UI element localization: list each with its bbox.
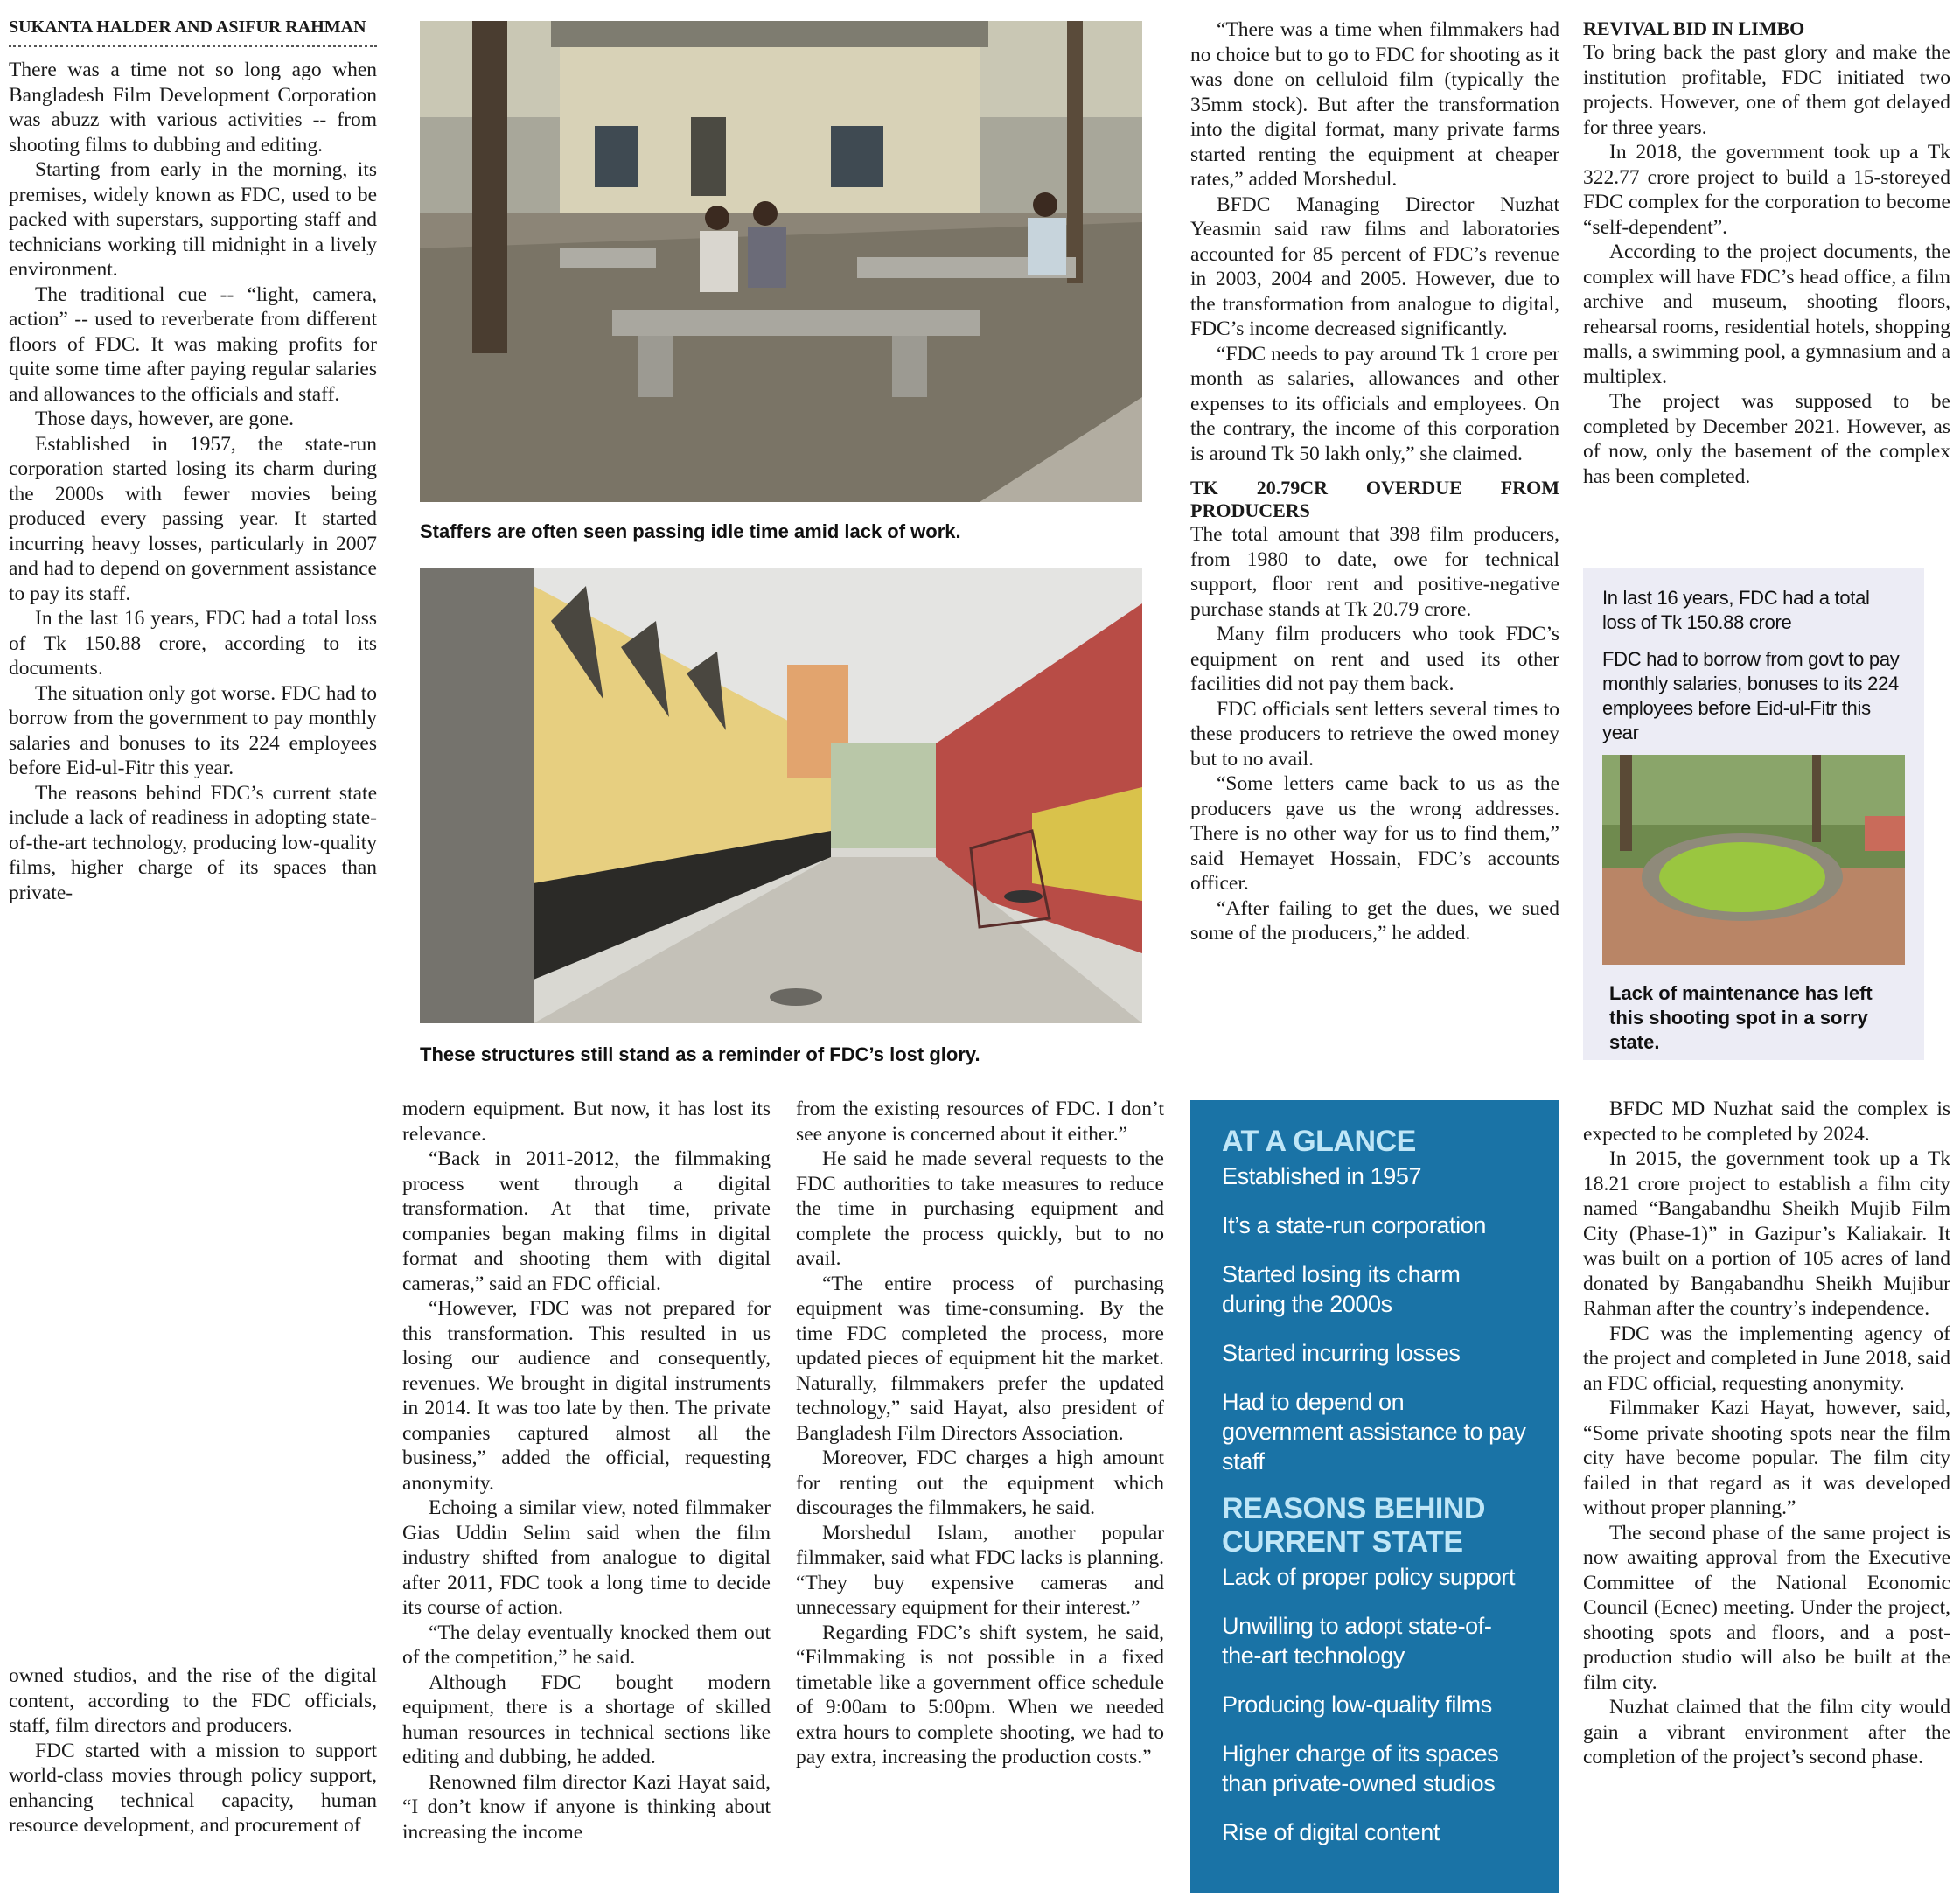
sidebar-box: [1583, 568, 1924, 1060]
paragraph: The situation only got worse. FDC had to borrow from the government to pay monthly salaries and bonuses to its 224 employees before Eid-ul-Fitr this year.: [9, 681, 377, 779]
subhead-revival: REVIVAL BID IN LIMBO: [1583, 17, 1805, 39]
shooting-spot-image: [1602, 755, 1905, 965]
column-3: [796, 1097, 1164, 1770]
reason-item: Producing low-quality films: [1222, 1691, 1492, 1718]
paragraph: Starting from early in the morning, its premises, widely known as FDC, used to be packed with superstars, supporting staff and technicians working till midnight in a lively environment.: [9, 158, 377, 281]
reason-item: Higher charge of its spaces than private-owned studios: [1222, 1740, 1499, 1796]
column-1: [9, 17, 377, 905]
reason-item: Lack of proper policy support: [1222, 1564, 1516, 1590]
paragraph: owned studios, and the rise of the digital content, according to the FDC officials, staff, film directors and producers.: [9, 1664, 377, 1737]
paragraph: “After failing to get the dues, we sued some of the producers,” he added.: [1190, 896, 1559, 945]
glance-item: It’s a state-run corporation: [1222, 1212, 1486, 1238]
reason-item: Unwilling to adopt state-of-the-art technology: [1222, 1613, 1492, 1669]
column-5-continued: [1583, 1097, 1950, 1770]
glance-item: Started losing its charm during the 2000s: [1222, 1261, 1461, 1317]
paragraph: Morshedul Islam, another popular filmmaker, said what FDC lacks is planning. “They buy expensive cameras and unnecessary equipment for their interest.”: [796, 1521, 1164, 1619]
paragraph: FDC officials sent letters several times to these producers to retrieve the owed money but to no avail.: [1190, 697, 1559, 771]
paragraph: “Some letters came back to us as the producers gave us the wrong addresses. There is no other way for us to find them,” said Hemayet Hossain, FDC’s accounts officer.: [1190, 772, 1559, 895]
paragraph: In 2018, the government took up a Tk 322.77 crore project to build a 15-storeyed FDC complex for the corporation to become “self-dependent”.: [1583, 141, 1950, 239]
paragraph: In the last 16 years, FDC had a total loss of Tk 150.88 crore, according to its documents.: [9, 607, 377, 680]
reasons-heading: REASONS BEHIND CURRENT STATE: [1222, 1492, 1485, 1559]
paragraph: The project was supposed to be completed by December 2021. However, as of now, only the basement of the complex has been completed.: [1583, 390, 1950, 488]
paragraph: Nuzhat claimed that the film city would gain a vibrant environment after the completion of the project’s second phase.: [1583, 1696, 1950, 1768]
paragraph: He said he made several requests to the FDC authorities to take measures to reduce the time in purchasing equipment and complete the process quickly, but to no avail.: [796, 1147, 1164, 1270]
paragraph: There was a time not so long ago when Bangladesh Film Development Corporation was abuzz with various activities -- from shooting films to dubbing and editing.: [9, 59, 377, 157]
column-2: [402, 1097, 771, 1845]
paragraph: “However, FDC was not prepared for this transformation. This resulted in us losing our audience and consequently, revenues. We brought in digital instruments in 2014. It was too late by then. The private companies captured almost all the business,” added the official, requesting anonymity.: [402, 1297, 771, 1495]
column-1-continued: [9, 1663, 377, 1838]
paragraph: “The delay eventually knocked them out of the competition,” he said.: [402, 1621, 771, 1669]
glance-item: Started incurring losses: [1222, 1340, 1461, 1366]
caption-photo3: Lack of maintenance has left this shooting spot in a sorry state.: [1609, 982, 1873, 1053]
paragraph: “Back in 2011-2012, the filmmaking process went through a digital transformation. At that time, private companies began making films in digital format and shooting them with digital cameras,” said an FDC official.: [402, 1147, 771, 1295]
paragraph: The second phase of the same project is now awaiting approval from the Executive Committee of the National Economic Council (Ecnec) meeting. Under the project, shooting spots and floors, and a post-production studio will also be built at the film city.: [1583, 1521, 1950, 1694]
structures-image: [420, 568, 1142, 1023]
paragraph: FDC was the implementing agency of the project and completed in June 2018, said an FDC official, requesting anonymity.: [1583, 1322, 1950, 1395]
paragraph: Many film producers who took FDC’s equipment on rent and used its other facilities did not pay them back.: [1190, 623, 1559, 695]
caption-photo1: Staffers are often seen passing idle time amid lack of work.: [420, 520, 961, 542]
paragraph: Although FDC bought modern equipment, there is a shortage of skilled human resources in technical sections like editing and dubbing, he added.: [402, 1670, 771, 1768]
paragraph: “FDC needs to pay around Tk 1 crore per month as salaries, allowances and other expenses to its officials and employees. On the contrary, the income of this corporation is around Tk 50 lakh only,” she claimed.: [1190, 342, 1559, 465]
caption-photo2: These structures still stand as a reminder of FDC’s lost glory.: [420, 1043, 980, 1065]
reason-item: Rise of digital content: [1222, 1819, 1440, 1845]
paragraph: The reasons behind FDC’s current state include a lack of readiness in adopting state-of-the-art technology, producing low-quality films, higher charge of its spaces than private-: [9, 781, 377, 904]
paragraph: Renowned film director Kazi Hayat said, “I don’t know if anyone is thinking about increasing the income: [402, 1770, 771, 1844]
paragraph: The total amount that 398 film producers, from 1980 to date, owe for technical support, floor rent and positive-negative purchase stands at Tk 20.79 crore.: [1190, 523, 1559, 621]
paragraph: Those days, however, are gone.: [35, 408, 294, 430]
paragraph: BFDC Managing Director Nuzhat Yeasmin said raw films and laboratories accounted for 85 percent of FDC’s revenue in 2003, 2004 and 2005. However, due to the transformation from analogue to digital, FDC’s income decreased significantly.: [1190, 192, 1559, 340]
staffers-image: [420, 21, 1142, 502]
paragraph: According to the project documents, the complex will have FDC’s head office, a film archive and museum, shooting floors, rehearsal rooms, residential hotels, shopping malls, a swimming pool, a gymnasium and a multiplex.: [1583, 241, 1950, 388]
paragraph: To bring back the past glory and make the institution profitable, FDC initiated two projects. However, one of them got delayed for three years.: [1583, 41, 1950, 139]
column-4: [1190, 17, 1559, 946]
paragraph: “The entire process of purchasing equipment was time-consuming. By the time FDC completed the process, more updated pieces of equipment hit the market. Naturally, filmmakers prefer the updated technology,” said Hayat, also president of Bangladesh Film Directors Association.: [796, 1272, 1164, 1445]
byline: SUKANTA HALDER AND ASIFUR RAHMAN: [9, 17, 377, 47]
sidebar-fact: In last 16 years, FDC had a total loss of Tk 150.88 crore: [1602, 587, 1870, 633]
subhead-overdue: TK 20.79CR OVERDUE FROM PRODUCERS: [1190, 477, 1559, 521]
paragraph: Echoing a similar view, noted filmmaker Gias Uddin Selim said when the film industry shifted from analogue to digital after 2011, FDC took a long time to decide its course of action.: [402, 1496, 771, 1619]
paragraph: In 2015, the government took up a Tk 18.21 crore project to establish a film city named “Bangabandhu Sheikh Mujib Film City (Phase-1)” in Gazipur’s Kaliakair. It was built on a portion of 105 acres of land donated by Bangabandhu Sheikh Mujibur Rahman after the country’s independence.: [1583, 1147, 1950, 1320]
glance-heading: AT A GLANCE: [1222, 1125, 1416, 1158]
glance-item: Had to depend on government assistance to pay staff: [1222, 1389, 1526, 1475]
at-a-glance-box: [1190, 1100, 1559, 1893]
glance-item: Established in 1957: [1222, 1163, 1422, 1189]
paragraph: Filmmaker Kazi Hayat, however, said, “Some private shooting spots near the film city have become popular. The film city failed in that regard as it was developed without proper planning.”: [1583, 1397, 1950, 1519]
paragraph: Moreover, FDC charges a high amount for renting out the equipment which discourages the filmmakers, he said.: [796, 1447, 1164, 1519]
paragraph: FDC started with a mission to support world-class movies through policy support, enhancing technical capacity, human resource development, and procurement of: [9, 1739, 377, 1837]
paragraph: The traditional cue -- “light, camera, action” -- used to reverberate from different floors of FDC. It was making profits for quite some time after paying regular salaries and allowances to the officials and staff.: [9, 282, 377, 406]
paragraph: BFDC MD Nuzhat said the complex is expected to be completed by 2024.: [1583, 1098, 1950, 1146]
photo-shooting-spot: [1602, 755, 1905, 965]
paragraph: Regarding FDC’s shift system, he said, “Filmmaking is not possible in a fixed timetable like a government office schedule of 9:00am to 5:00pm. When we needed extra hours to complete shooting, we had to pay extra, increasing the production costs.”: [796, 1621, 1164, 1768]
paragraph: from the existing resources of FDC. I don’t see anyone is concerned about it either.”: [796, 1098, 1164, 1146]
sidebar-fact: FDC had to borrow from govt to pay monthly salaries, bonuses to its 224 employees before Eid-ul-Fitr this year: [1602, 648, 1900, 743]
paragraph: Established in 1957, the state-run corporation started losing its charm during the 2000s with fewer movies being produced every passing year. It started incurring heavy losses, particularly in 2007 and had to depend on government assistance to pay its staff.: [9, 432, 377, 605]
photo-structures: [420, 568, 1142, 1023]
column-5: [1583, 17, 1950, 489]
photo-staffers: [420, 21, 1142, 502]
paragraph: “There was a time when filmmakers had no choice but to go to FDC for shooting as it was done on celluloid film (typically the 35mm stock). But after the transformation into the digital format, many private farms started renting the equipment at cheaper rates,” added Morshedul.: [1190, 18, 1559, 191]
paragraph: modern equipment. But now, it has lost its relevance.: [402, 1098, 771, 1146]
